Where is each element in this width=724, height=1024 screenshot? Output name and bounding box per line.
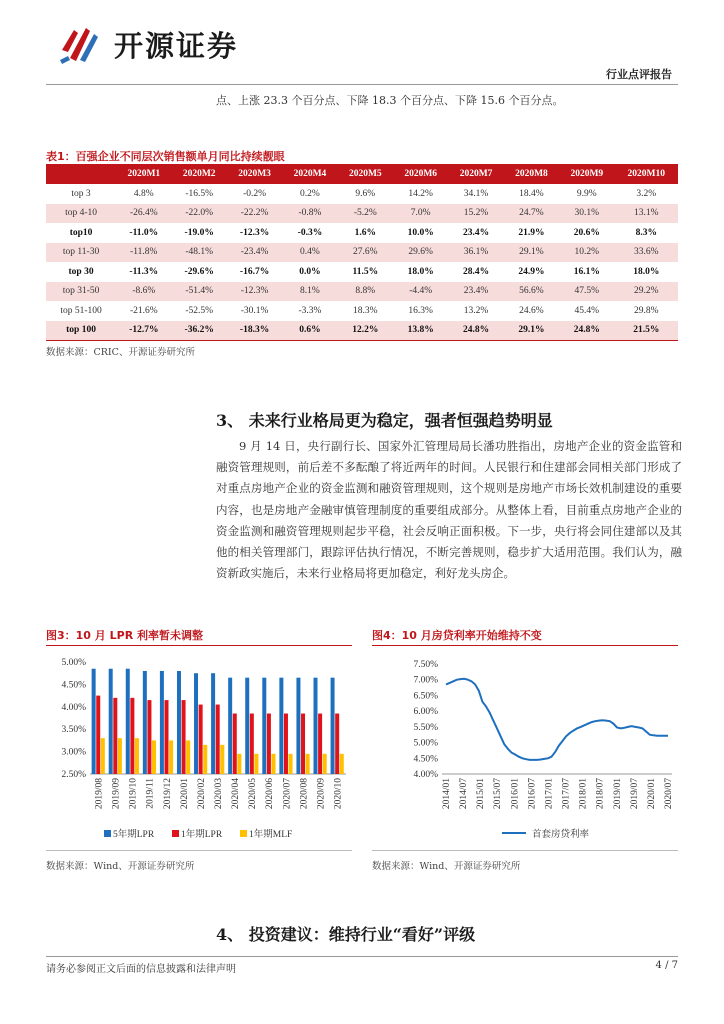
table-cell: 23.4% [463,227,490,238]
table-cell: 9.9% [576,188,597,199]
figure3-source: 数据来源：Wind、开源证券研究所 [46,861,195,872]
figure3-title: 图3：10 月 LPR 利率暂未调整 [46,629,203,642]
x-tick-label: 2018/01 [578,778,589,810]
x-tick-label: 2020/06 [265,778,276,810]
x-tick-label: 2020/07 [282,778,293,810]
table-cell: -26.4% [116,204,171,224]
bar [335,714,339,774]
bar [130,698,134,774]
table-cell: 3.2% [636,188,657,199]
table-cell: 8.8% [338,282,393,302]
x-tick-label: 2020/07 [664,778,674,810]
table-cell: 33.6% [615,243,679,263]
table-cell: 0.2% [300,188,320,199]
y-tick-label: 4.00% [413,770,438,780]
bar [245,678,249,774]
table-cell: -30.1% [240,305,269,316]
table-cell: 15.2% [448,204,503,224]
row-label: top 100 [46,321,116,341]
x-tick-label: 2020/05 [248,778,259,810]
bar [228,678,232,774]
table-cell: -22.2% [227,204,282,224]
x-tick-label: 2020/01 [179,778,190,810]
bar [233,714,237,774]
x-tick-label: 2020/03 [214,778,224,810]
bar [250,714,254,774]
table-cell: -11.3% [129,266,159,277]
table-cell: 30.1% [559,204,614,224]
table1-column-header: 2020M7 [448,164,503,184]
section3-heading: 3、 未来行业格局更为稳定，强者恒强趋势明显 [216,411,553,430]
table-cell: 10.0% [407,227,434,238]
bar [340,754,344,774]
table-row [46,184,678,204]
figure3-bottom-rule [46,850,352,851]
table-cell: 7.0% [393,204,448,224]
x-tick-label: 2019/12 [162,778,173,810]
table1-header-row [46,164,678,184]
table1-body [46,184,678,340]
table-cell: -5.2% [338,204,393,224]
row-label: top 30 [68,266,94,277]
bar [272,754,276,774]
table-cell: 18.4% [519,188,544,199]
table-cell: 27.6% [338,243,393,263]
figure3-chart [46,652,352,848]
table-cell: 29.1% [504,321,559,341]
bar [92,669,96,774]
table-cell: 8.3% [635,227,657,238]
x-tick-label: 2020/02 [196,778,207,810]
page-header [0,0,724,90]
table-cell: 29.8% [633,305,659,316]
x-tick-label: 2017/07 [561,778,572,810]
table-row [46,301,678,321]
table-cell: 45.4% [574,305,600,316]
bar [314,678,318,774]
table-row [46,262,678,282]
row-label: top 3 [71,188,91,199]
table-cell: 11.5% [352,266,379,277]
figure4-top-rule [372,645,678,646]
table-cell: -12.3% [239,227,270,238]
table-cell: 24.6% [519,305,544,316]
y-tick-label: 5.00% [413,738,438,749]
table-cell: 0.0% [299,266,321,277]
row-label: top 11-30 [46,243,116,263]
x-tick-label: 2020/08 [299,778,310,810]
table-cell: -21.6% [129,305,158,316]
bar [301,714,305,774]
table-cell: 34.1% [463,188,489,199]
brand-logo [56,20,238,68]
table1-column-header: 2020M2 [172,164,227,184]
legend-label: 5年期LPR [113,830,155,840]
x-tick-label: 2019/09 [111,778,122,810]
bar [211,673,215,774]
table-cell: 21.9% [518,227,545,238]
table1 [46,164,678,341]
bar [160,671,164,774]
x-tick-label: 2019/07 [629,778,640,810]
table-cell: -12.7% [116,321,171,341]
table-cell: -48.1% [172,243,227,263]
bar [331,678,335,774]
bar [289,754,293,774]
table-cell: 21.5% [615,321,679,341]
footer-disclaimer: 请务必参阅正文后面的信息披露和法律声明 [46,964,236,975]
legend-label: 首套房贷利率 [532,830,590,840]
table-cell: 18.0% [407,266,434,277]
bar [306,754,310,774]
table-cell: 36.1% [448,243,503,263]
table-cell: -11.0% [129,227,159,238]
x-tick-label: 2018/07 [595,778,606,810]
bar [199,705,203,774]
table-cell: -4.4% [393,282,448,302]
x-tick-label: 2019/08 [94,778,105,810]
carry-over-text: 点、上涨 23.3 个百分点、下降 18.3 个百分点、下降 15.6 个百分点。 [216,94,564,107]
bar [101,738,105,774]
table-cell: -29.6% [184,266,214,277]
table-row [46,204,678,224]
table-cell: 24.9% [518,266,545,277]
table-cell: 1.6% [354,227,376,238]
row-label: top 51-100 [60,305,102,316]
x-tick-label: 2015/07 [493,778,504,810]
bar [254,754,258,774]
y-tick-label: 4.50% [413,754,438,765]
table1-column-header: 2020M6 [393,164,448,184]
x-tick-label: 2014/01 [442,778,452,810]
table-cell: 13.8% [393,321,448,341]
table-cell: 10.2% [559,243,614,263]
figure4-bottom-rule [372,850,678,851]
y-tick-label: 2.50% [61,770,86,780]
table-cell: -52.5% [185,305,214,316]
table-cell: -12.3% [227,282,282,302]
bar [186,740,190,774]
table-cell: 24.8% [559,321,614,341]
table-cell: 18.3% [353,305,378,316]
bar [237,754,241,774]
table-cell: 0.4% [282,243,337,263]
row-label: top 4-10 [46,204,116,224]
table-cell: -0.2% [243,188,267,199]
bar [113,698,117,774]
table-cell: 24.7% [504,204,559,224]
table-cell: -22.0% [172,204,227,224]
x-tick-label: 2020/09 [316,778,327,810]
table-cell: 23.4% [448,282,503,302]
bar [165,700,169,774]
table-cell: 24.8% [448,321,503,341]
row-label: top10 [69,227,93,238]
bar [143,671,147,774]
x-tick-label: 2016/01 [510,778,521,810]
table-cell: 29.2% [615,282,679,302]
y-tick-label: 4.50% [61,680,86,691]
x-tick-label: 2020/01 [646,778,657,810]
row-label: top 31-50 [46,282,116,302]
section3-paragraph: 9 月 14 日，央行副行长、国家外汇管理局局长潘功胜指出，房地产企业的资金监管和融资管理规则，前后差不多酝酿了将近两年的时间。人民银行和住建部会同相关部门形成了对重点房地产企业的资金监测和融资管理规则，这个规则是房地产市场长效机制建设的重要内容，也是房地产金融审慎管理制度的重要组成部分。从整体上看，目前重点房地产企业的资金监测和融资管理规则起步平稳，社会反响正面积极。下一步，央行将会同住建部以及其他的相关管理部门，跟踪评估执行情况，不断完善规则，稳步扩大适用范围。我们认为，融资新政实施后，未来行业格局将更加稳定，利好龙头房企。 [216,439,682,581]
bar [147,700,151,774]
y-tick-label: 6.50% [413,691,438,702]
bar [118,738,122,774]
table-cell: -16.7% [239,266,270,277]
legend-swatch [240,830,247,837]
bar [203,745,207,774]
bar [169,740,173,774]
table-cell: 47.5% [559,282,614,302]
table1-column-header: 2020M3 [227,164,282,184]
header-divider [46,84,678,85]
table1-column-header: 2020M10 [615,164,679,184]
y-tick-label: 7.00% [413,675,438,686]
page-number: 4 / 7 [655,960,678,971]
table-cell: 29.1% [504,243,559,263]
y-tick-label: 3.50% [61,725,86,736]
table-cell: 29.6% [393,243,448,263]
table-cell: 9.6% [355,188,376,199]
table-row [46,321,678,341]
bar [323,754,327,774]
x-tick-label: 2019/01 [612,778,623,810]
table1-column-header: 2020M4 [282,164,337,184]
table-cell: 12.2% [338,321,393,341]
bar [216,705,220,774]
table1-column-header: 2020M5 [338,164,393,184]
table1-column-header: 2020M8 [504,164,559,184]
series-line [446,679,668,760]
table-row [46,243,678,263]
table-cell: -18.3% [227,321,282,341]
bar [96,696,100,774]
table-cell: -0.8% [282,204,337,224]
table-cell: 4.8% [133,188,154,199]
x-tick-label: 2019/10 [128,778,139,810]
legend-swatch [104,830,111,837]
bar [126,669,130,774]
table-cell: 0.6% [282,321,337,341]
y-tick-label: 4.00% [61,702,86,713]
y-tick-label: 7.50% [413,660,438,670]
figure4-chart [372,652,678,848]
x-tick-label: 2019/11 [145,778,156,809]
table-cell: 8.1% [282,282,337,302]
bar [177,671,181,774]
bar [296,678,300,774]
table-cell: 16.3% [408,305,433,316]
brand-name: 开源证券 [114,28,239,63]
bar [262,678,266,774]
footer-divider [46,956,678,957]
figure4-source: 数据来源：Wind、开源证券研究所 [372,861,521,872]
legend-label: 1年期LPR [181,830,223,840]
x-tick-label: 2014/07 [459,778,470,810]
table-cell: -36.2% [172,321,227,341]
table-cell: -51.4% [172,282,227,302]
y-tick-label: 5.00% [61,658,86,668]
legend-label: 1年期MLF [249,830,293,840]
table-cell: 56.6% [504,282,559,302]
bar [284,714,288,774]
table-cell: -8.6% [116,282,171,302]
table-cell: 14.2% [408,188,433,199]
figure3-top-rule [46,645,352,646]
figure4-title: 图4：10 月房贷利率开始维持不变 [372,629,542,642]
table-cell: 20.6% [573,227,600,238]
x-tick-label: 2020/10 [333,778,344,810]
table-cell: -23.4% [227,243,282,263]
bar [220,745,224,774]
x-tick-label: 2020/04 [231,778,242,810]
bar [267,714,271,774]
bar [194,673,198,774]
table1-column-header [46,164,116,184]
x-tick-label: 2016/07 [527,778,538,810]
table1-column-header: 2020M1 [116,164,171,184]
bar [279,678,283,774]
table-cell: 28.4% [463,266,490,277]
x-tick-label: 2015/01 [476,778,487,810]
bar [109,669,113,774]
legend-swatch [172,830,179,837]
table1-title: 表1：百强企业不同层次销售额单月同比持续靓眼 [46,150,285,163]
table-cell: -11.8% [116,243,171,263]
y-tick-label: 3.00% [61,747,86,758]
table-cell: -0.3% [297,227,323,238]
table-cell: -19.0% [184,227,214,238]
table-row [46,282,678,302]
table1-source: 数据来源：CRIC、开源证券研究所 [46,347,195,358]
table-cell: -16.5% [185,188,214,199]
bar [152,740,156,774]
bar [182,700,186,774]
x-tick-label: 2017/01 [544,778,555,810]
table-cell: 16.1% [573,266,600,277]
y-tick-label: 6.00% [413,707,438,718]
bar [135,738,139,774]
table-cell: 13.2% [463,305,489,316]
report-type-label: 行业点评报告 [606,68,672,81]
y-tick-label: 5.50% [413,722,438,733]
table1-column-header: 2020M9 [559,164,614,184]
table-cell: 13.1% [615,204,679,224]
table-row [46,223,678,243]
table-cell: 18.0% [633,266,660,277]
table-cell: -3.3% [298,305,322,316]
brand-logo-icon [56,20,104,68]
bar [318,714,322,774]
section4-heading: 4、 投资建议：维持行业“看好”评级 [216,925,476,944]
